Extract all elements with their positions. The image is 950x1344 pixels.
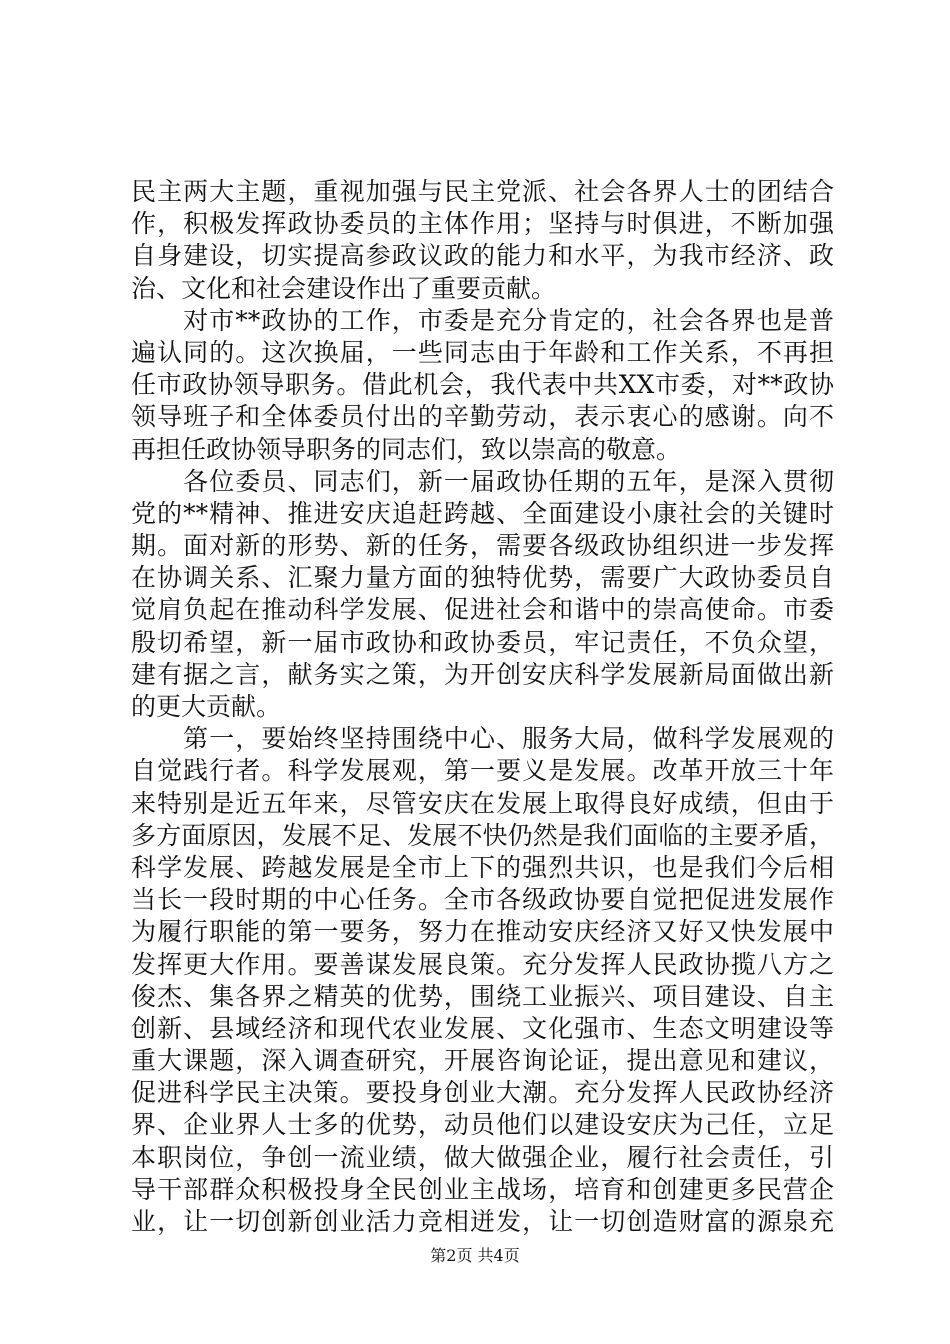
text-line: 建有据之言，献务实之策，为开创安庆科学发展新局面做出新 [131,659,834,689]
text-line: 本职岗位，争创一流业绩，做大做强企业，履行社会责任，引 [131,1142,834,1172]
text-line: 作，积极发挥政协委员的主体作用；坚持与时俱进，不断加强 [131,209,834,239]
text-line: 自身建设，切实提高参政议政的能力和水平，为我市经济、政 [131,241,834,271]
page-footer: 第2页 共4页 [430,1246,520,1265]
text-line: 当长一段时期的中心任务。全市各级政协要自觉把促进发展作 [131,885,834,915]
text-line: 促进科学民主决策。要投身创业大潮。充分发挥人民政协经济 [131,1078,834,1108]
text-line: 遍认同的。这次换届，一些同志由于年龄和工作关系，不再担 [131,337,834,367]
text-line: 界、企业界人士多的优势，动员他们以建设安庆为己任，立足 [131,1110,834,1140]
text-line: 殷切希望，新一届市政协和政协委员，牢记责任，不负众望， [131,627,834,657]
text-line: 为履行职能的第一要务，努力在推动安庆经济又好又快发展中 [131,917,834,947]
text-line: 觉肩负起在推动科学发展、促进社会和谐中的崇高使命。市委 [131,595,834,625]
text-line: 重大课题，深入调查研究，开展咨询论证，提出意见和建议， [131,1046,834,1076]
text-line: 发挥更大作用。要善谋发展良策。充分发挥人民政协揽八方之 [131,949,834,979]
text-line: 在协调关系、汇聚力量方面的独特优势，需要广大政协委员自 [131,563,834,593]
text-line: 来特别是近五年来，尽管安庆在发展上取得良好成绩，但由于 [131,788,834,818]
text-line: 各位委员、同志们，新一届政协任期的五年，是深入贯彻 [131,466,834,496]
text-line: 党的**精神、推进安庆追赶跨越、全面建设小康社会的关键时 [131,498,834,528]
text-line: 多方面原因，发展不足、发展不快仍然是我们面临的主要矛盾， [131,820,834,850]
text-line: 对市**政协的工作，市委是充分肯定的，社会各界也是普 [131,305,834,335]
text-line: 的更大贡献。 [131,692,282,721]
text-line: 第一，要始终坚持围绕中心、服务大局，做科学发展观的 [131,724,834,754]
text-line: 业，让一切创新创业活力竞相迸发，让一切创造财富的源泉充 [131,1207,834,1236]
text-line: 任市政协领导职务。借此机会，我代表中共XX市委，对**政协 [131,370,834,400]
body-text [131,176,834,1238]
text-line: 民主两大主题，重视加强与民主党派、社会各界人士的团结合 [131,177,834,206]
text-line: 领导班子和全体委员付出的辛勤劳动，表示衷心的感谢。向不 [131,402,834,432]
text-line: 俊杰、集各界之精英的优势，围绕工业振兴、项目建设、自主 [131,981,834,1011]
text-line: 再担任政协领导职务的同志们，致以崇高的敬意。 [131,434,682,464]
text-line: 自觉践行者。科学发展观，第一要义是发展。改革开放三十年 [131,756,834,786]
text-line: 创新、县域经济和现代农业发展、文化强市、生态文明建设等 [131,1013,834,1043]
text-line: 治、文化和社会建设作出了重要贡献。 [131,273,557,303]
text-line: 导干部群众积极投身全民创业主战场，培育和创建更多民营企 [131,1174,834,1204]
text-line: 科学发展、跨越发展是全市上下的强烈共识，也是我们今后相 [131,852,834,882]
text-line: 期。面对新的形势、新的任务，需要各级政协组织进一步发挥 [131,531,834,561]
